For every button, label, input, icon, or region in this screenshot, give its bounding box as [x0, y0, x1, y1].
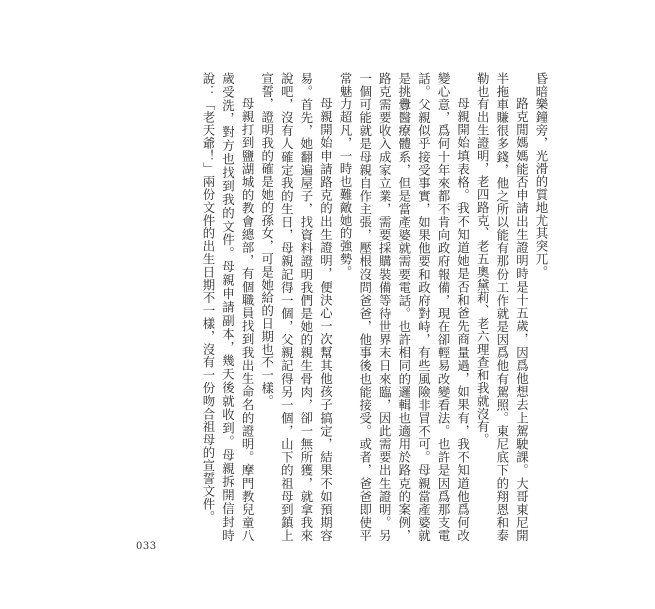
paragraph-1: 昏暗樂鐘旁，光滑的質地尤其突兀。	[534, 72, 549, 279]
body-text	[51, 72, 551, 542]
paragraph-2: 路克閒媽媽能否申請出生證明時是十五歲，因爲他想去上駕駛課。大哥東尼開半拖車賺很多錢，他之所以能有那份工作就是因爲他有駕照。東尼底下的翔恩和泰勒也有出生證明，老四路克、老五奧黛莉、老六理查和我就沒有。	[475, 72, 530, 542]
paragraph-5: 母親打到鹽湖城的教會總部，有個職員找到我出生命名的證明。摩門教兒童八歲受洗，對方也找到我的文件。母親申請副本，幾天後就收到。母親拆開信封時說：「老天爺！」兩份文件的出生日期不一樣，沒有一份吻合祖母的宣誓文件。	[200, 72, 256, 542]
paragraph-4: 母親開始申請路克的出生證明，便決心一次幫其他孩子搞定，結果不如預期容易。首先，她翻遍屋子，找資料證明我們是她的親生骨肉，卻一無所獲，就拿我來說吧，沒有人確定我的生日，母親記得一個，父親記得另一個，山下的祖母到鎮上宣誓，證明我的確是她的孫女，可是她給的日期也不一樣。	[259, 72, 334, 542]
paragraph-3: 母親開始填表格。我不知道她是否和爸先商量過，如果有，我不知道他爲何改變心意，爲何十年來都不肯向政府報備，現在卻輕易改變看法。也許是因爲那支電話。父親似乎接受事實，如果他要和政府對峙，有些風險非冒不可。母親當產婆就是挑釁醫療體系，但是當產婆就需要電話。也許相同的邏輯也適用於路克的案例，路克需要收入成家立業，需要採購裝備等待世界末日來臨，因此需要出生證明。另一個可能就是母親自作主張，壓根沒問爸爸，他事後也能接受。或者，爸爸即使平常魅力超凡，一時也難敵她的強勢。	[338, 72, 471, 542]
page-number: 033	[136, 541, 157, 552]
